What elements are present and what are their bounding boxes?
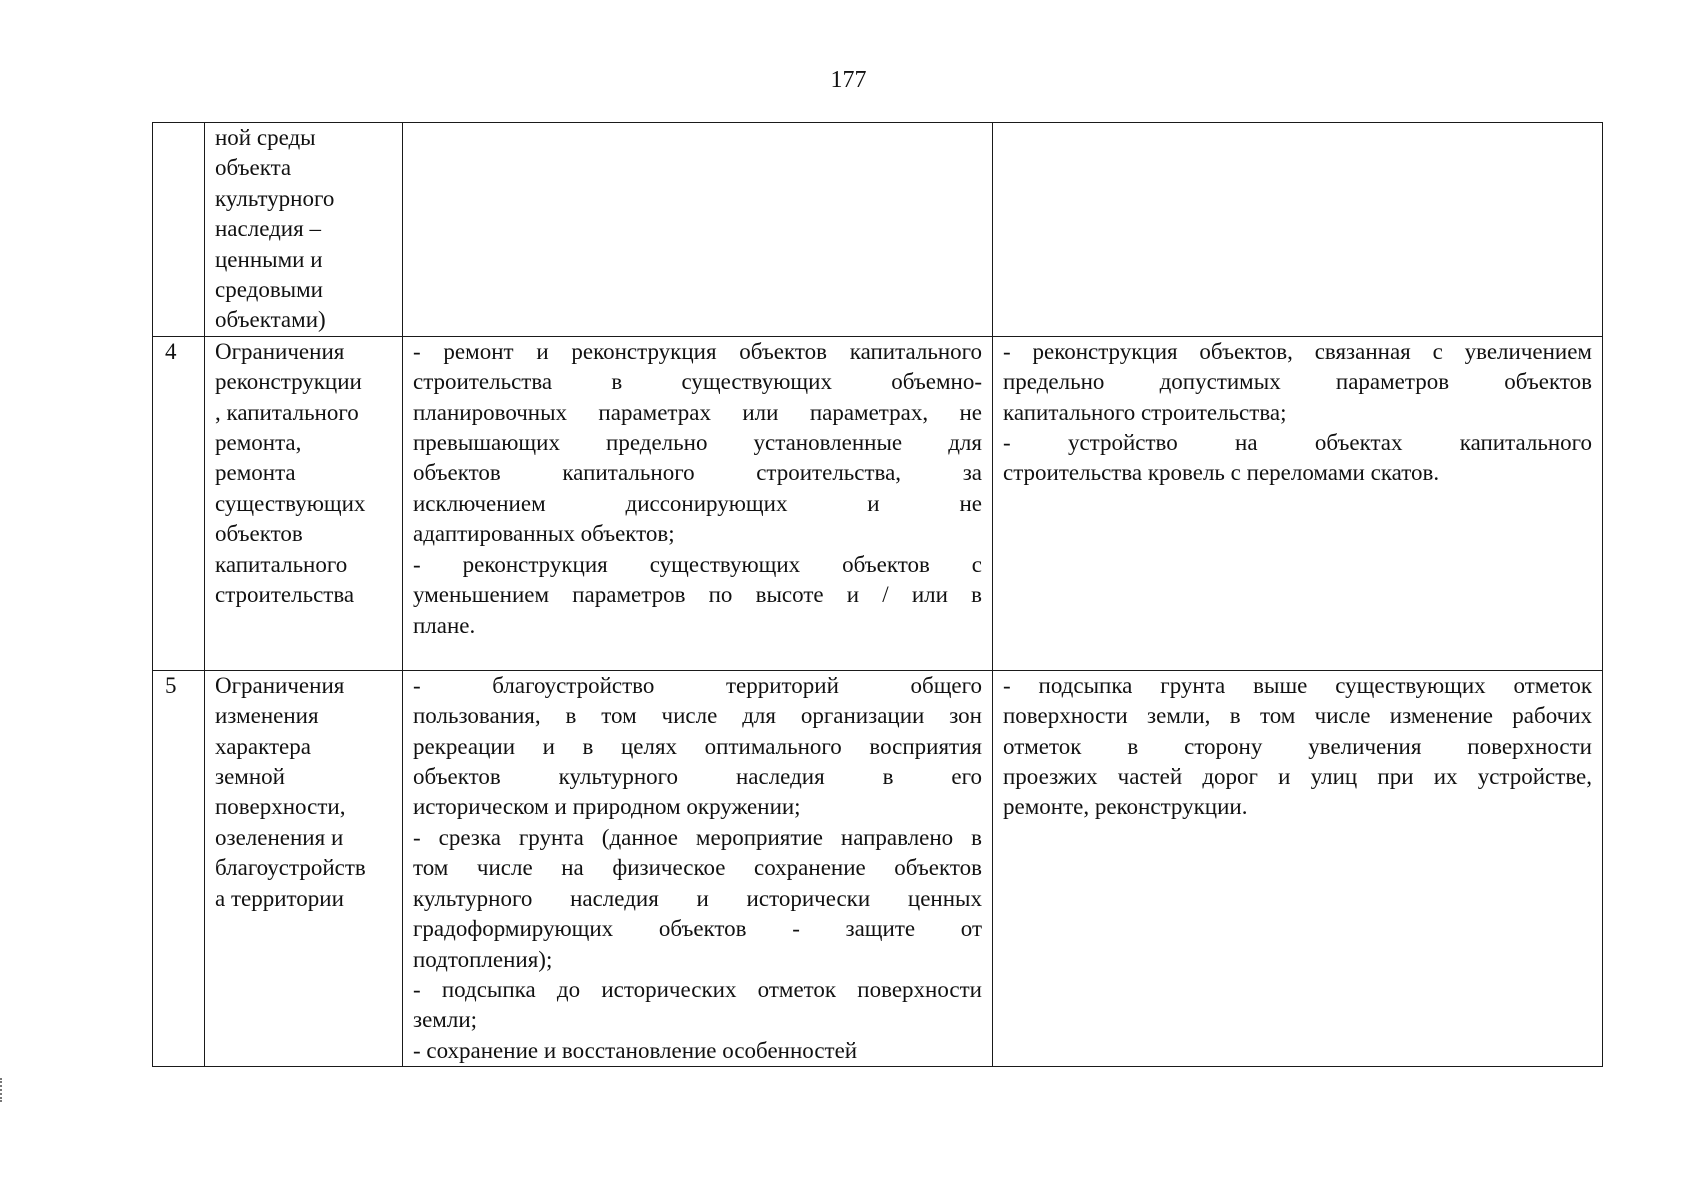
text-line: том числе на физическое сохранение объектов <box>413 855 982 881</box>
text-line: - подсыпка до исторических отметок поверхности <box>413 976 982 1002</box>
text-line: уменьшением параметров по высоте и / или в <box>413 582 982 608</box>
text-line: объектами) <box>215 307 326 333</box>
row-number: 4 <box>153 336 205 670</box>
table-row <box>153 336 1603 670</box>
text-line: - подсыпка грунта выше существующих отметок <box>1003 672 1592 698</box>
text-line: земли; <box>413 1007 478 1033</box>
text-line: а территории <box>215 885 344 911</box>
text-line: рекреации и в целях оптимального восприятия <box>413 733 982 759</box>
text-line: культурного наследия и исторически ценных <box>413 885 982 911</box>
text-line: изменения <box>215 703 319 729</box>
text-line: плане. <box>413 612 476 638</box>
allowed-actions <box>403 123 993 337</box>
text-line: историческом и природном окружении; <box>413 794 801 820</box>
text-line: Ограничения <box>215 338 345 364</box>
text-line: проезжих частей дорог и улиц при их устройстве, <box>1003 764 1592 790</box>
text-line: существующих <box>215 490 366 516</box>
text-line: озеленения и <box>215 824 344 850</box>
text-line: Ограничения <box>215 672 345 698</box>
text-line: исключением диссонирующих и не <box>413 490 982 516</box>
text-line: поверхности, <box>215 794 346 820</box>
text-line: - ремонт и реконструкция объектов капитального <box>413 338 982 364</box>
table-row <box>153 670 1603 1066</box>
text-line: ной среды <box>215 125 316 150</box>
forbidden-actions <box>993 670 1603 1066</box>
page-number: 177 <box>830 67 867 93</box>
text-line: градоформирующих объектов - защите от <box>413 916 982 942</box>
text-line: поверхности земли, в том числе изменение рабочих <box>1003 703 1592 729</box>
text-line: объекта <box>215 155 292 181</box>
text-line: - благоустройство территорий общего <box>413 672 982 698</box>
row-number <box>153 123 205 337</box>
forbidden-actions <box>993 123 1603 337</box>
text-line: капитального строительства; <box>1003 399 1287 425</box>
text-line: строительства <box>215 582 355 608</box>
text-line: - срезка грунта (данное мероприятие направлено в <box>413 824 982 850</box>
text-line: - реконструкция существующих объектов с <box>413 551 982 577</box>
text-line: - сохранение и восстановление особенностей <box>413 1037 858 1063</box>
text-line: строительства кровель с переломами скатов. <box>1003 460 1440 486</box>
text-line: ценными и <box>215 246 323 272</box>
text-line: наследия – <box>215 216 321 242</box>
text-line: подтопления); <box>413 946 553 972</box>
text-line: , капитального <box>215 399 359 425</box>
restriction-title <box>205 336 403 670</box>
row-number: 5 <box>153 670 205 1066</box>
text-line: ремонта <box>215 460 296 486</box>
text-line: культурного <box>215 185 335 211</box>
text-line: объектов <box>215 521 303 547</box>
allowed-actions <box>403 336 993 670</box>
text-line: капитального <box>215 551 348 577</box>
restrictions-table <box>152 122 1603 1067</box>
forbidden-actions <box>993 336 1603 670</box>
text-line: земной <box>215 764 285 790</box>
margin-scan-marks <box>0 1078 5 1102</box>
text-line: объектов культурного наследия в его <box>413 764 982 790</box>
text-line: планировочных параметрах или параметрах, не <box>413 399 982 425</box>
text-line: ремонта, <box>215 430 302 456</box>
text-line: - реконструкция объектов, связанная с увеличением <box>1003 338 1592 364</box>
text-line: предельно допустимых параметров объектов <box>1003 369 1592 395</box>
text-line: адаптированных объектов; <box>413 521 675 547</box>
text-line: превышающих предельно установленные для <box>413 430 982 456</box>
restriction-title <box>205 670 403 1066</box>
text-line: ремонте, реконструкции. <box>1003 794 1248 820</box>
text-line: характера <box>215 733 311 759</box>
text-line: пользования, в том числе для организации зон <box>413 703 982 729</box>
text-line: реконструкции <box>215 369 362 395</box>
table-row <box>153 123 1603 337</box>
text-line: отметок в сторону увеличения поверхности <box>1003 733 1592 759</box>
text-line: средовыми <box>215 277 323 303</box>
text-line: объектов капитального строительства, за <box>413 460 982 486</box>
text-line: - устройство на объектах капитального <box>1003 430 1592 456</box>
text-line: строительства в существующих объемно- <box>413 369 982 395</box>
text-line: благоустройств <box>215 855 366 881</box>
restriction-title <box>205 123 403 337</box>
allowed-actions <box>403 670 993 1066</box>
